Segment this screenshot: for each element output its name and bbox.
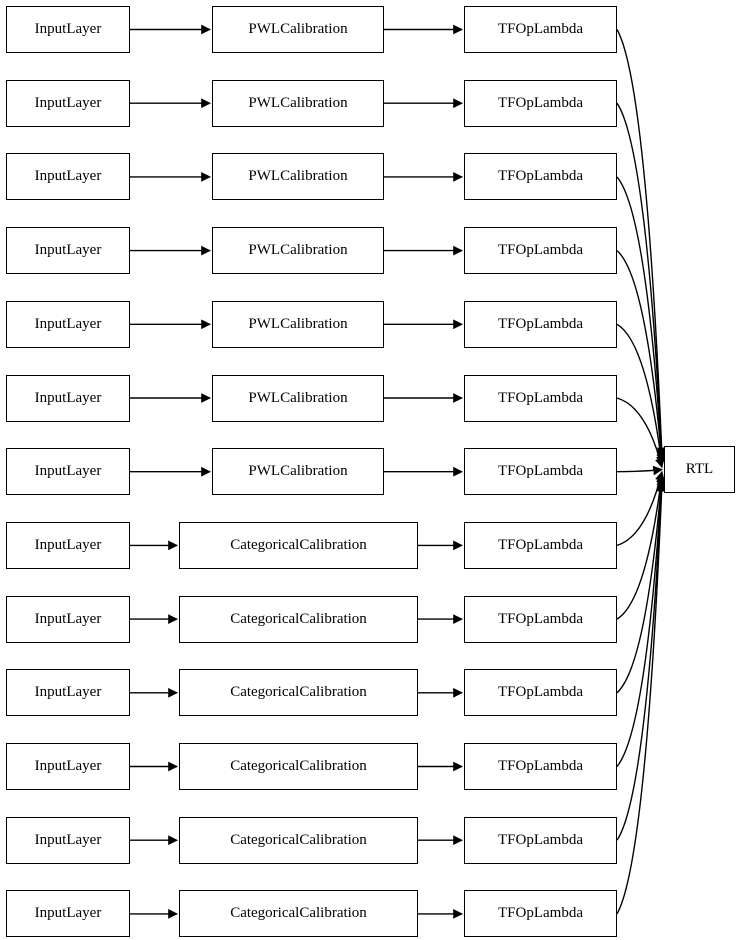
graph-node-tfoplambda: TFOpLambda: [464, 227, 617, 274]
graph-node-tfoplambda: TFOpLambda: [464, 153, 617, 200]
graph-node-calibration: CategoricalCalibration: [179, 596, 418, 643]
graph-node-input-layer: InputLayer: [6, 301, 130, 348]
graph-node-calibration: CategoricalCalibration: [179, 817, 418, 864]
graph-node-tfoplambda: TFOpLambda: [464, 817, 617, 864]
edge-to-output: [617, 476, 662, 693]
graph-node-input-layer: InputLayer: [6, 448, 130, 495]
graph-node-calibration: PWLCalibration: [212, 6, 384, 53]
graph-node-tfoplambda: TFOpLambda: [464, 80, 617, 127]
graph-node-tfoplambda: TFOpLambda: [464, 6, 617, 53]
graph-node-calibration: PWLCalibration: [212, 301, 384, 348]
edge-to-output: [617, 474, 662, 619]
graph-node-tfoplambda: TFOpLambda: [464, 890, 617, 937]
graph-node-input-layer: InputLayer: [6, 6, 130, 53]
graph-node-input-layer: InputLayer: [6, 522, 130, 569]
edge-to-output: [617, 478, 662, 766]
edge-to-output: [617, 251, 662, 463]
edge-to-output: [617, 103, 662, 458]
graph-node-output-rtl: RTL: [664, 446, 735, 493]
edge-to-output: [617, 481, 662, 841]
graph-node-input-layer: InputLayer: [6, 817, 130, 864]
graph-node-calibration: PWLCalibration: [212, 80, 384, 127]
graph-node-input-layer: InputLayer: [6, 227, 130, 274]
edge-to-output: [617, 324, 662, 465]
edge-to-output: [617, 30, 662, 457]
graph-node-calibration: PWLCalibration: [212, 227, 384, 274]
edge-to-output: [617, 470, 662, 472]
graph-node-tfoplambda: TFOpLambda: [464, 448, 617, 495]
graph-node-calibration: CategoricalCalibration: [179, 890, 418, 937]
graph-node-tfoplambda: TFOpLambda: [464, 301, 617, 348]
edge-to-output: [617, 398, 662, 467]
graph-node-tfoplambda: TFOpLambda: [464, 522, 617, 569]
graph-node-calibration: CategoricalCalibration: [179, 743, 418, 790]
edge-to-output: [617, 483, 662, 914]
graph-node-calibration: PWLCalibration: [212, 153, 384, 200]
graph-node-input-layer: InputLayer: [6, 375, 130, 422]
graph-node-input-layer: InputLayer: [6, 80, 130, 127]
graph-node-tfoplambda: TFOpLambda: [464, 596, 617, 643]
graph-node-input-layer: InputLayer: [6, 890, 130, 937]
graph-node-input-layer: InputLayer: [6, 596, 130, 643]
graph-node-calibration: CategoricalCalibration: [179, 522, 418, 569]
graph-node-input-layer: InputLayer: [6, 743, 130, 790]
graph-node-input-layer: InputLayer: [6, 669, 130, 716]
graph-node-tfoplambda: TFOpLambda: [464, 375, 617, 422]
graph-node-calibration: PWLCalibration: [212, 375, 384, 422]
graph-node-tfoplambda: TFOpLambda: [464, 669, 617, 716]
edge-to-output: [617, 472, 662, 546]
graph-node-calibration: CategoricalCalibration: [179, 669, 418, 716]
graph-node-input-layer: InputLayer: [6, 153, 130, 200]
edge-to-output: [617, 177, 662, 461]
graph-node-tfoplambda: TFOpLambda: [464, 743, 617, 790]
graph-node-calibration: PWLCalibration: [212, 448, 384, 495]
